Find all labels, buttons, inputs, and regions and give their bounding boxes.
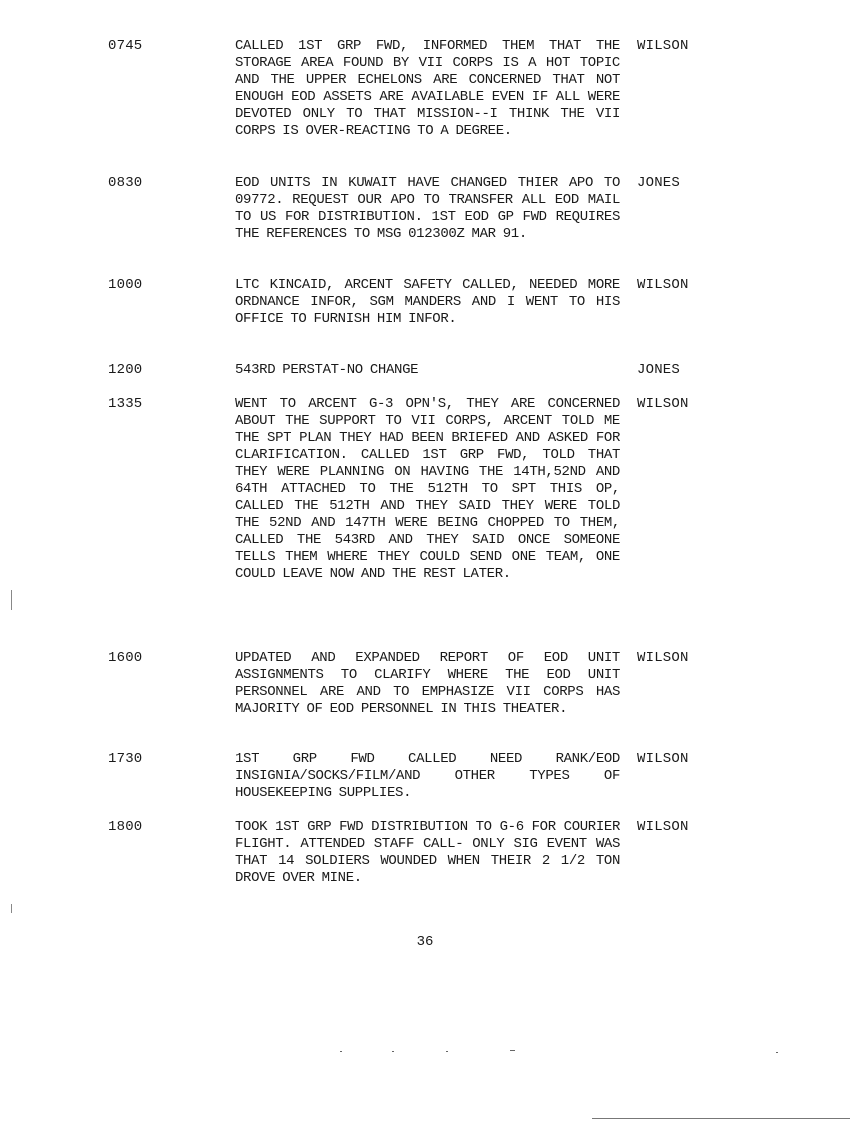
entry-time: 1800 <box>108 819 143 835</box>
entry-name: JONES <box>637 362 681 378</box>
entry-name: WILSON <box>637 819 689 835</box>
entry-name: JONES <box>637 175 681 191</box>
scan-artifact <box>510 1050 515 1051</box>
entry-text: 1ST GRP FWD CALLED NEED RANK/EOD INSIGNIA/SOCKS/FILM/AND OTHER TYPES OF HOUSEKEEPING SUPPLIES. <box>235 751 620 801</box>
entry-name: WILSON <box>637 751 689 767</box>
scan-artifact <box>392 1051 394 1052</box>
entry-time: 1200 <box>108 362 143 378</box>
entry-time: 1600 <box>108 650 143 666</box>
entry-text: CALLED 1ST GRP FWD, INFORMED THEM THAT THE STORAGE AREA FOUND BY VII CORPS IS A HOT TOPIC AND THE UPPER ECHELONS ARE CONCERNED THAT NOT ENOUGH EOD ASSETS ARE AVAILABLE EVEN IF ALL WERE DEVOTED ONLY TO THAT MISSION--I THINK THE VII CORPS IS OVER-REACTING TO A DEGREE. <box>235 38 620 139</box>
scan-artifact <box>592 1118 850 1119</box>
scan-artifact <box>11 590 12 610</box>
entry-name: WILSON <box>637 38 689 54</box>
scan-artifact <box>11 904 12 913</box>
entry-name: WILSON <box>637 650 689 666</box>
entry-time: 1000 <box>108 277 143 293</box>
entry-text: EOD UNITS IN KUWAIT HAVE CHANGED THIER APO TO 09772. REQUEST OUR APO TO TRANSFER ALL EOD MAIL TO US FOR DISTRIBUTION. 1ST EOD GP FWD REQUIRES THE REFERENCES TO MSG 012300Z MAR 91. <box>235 175 620 242</box>
entry-time: 0830 <box>108 175 143 191</box>
entry-time: 0745 <box>108 38 143 54</box>
page-number: 36 <box>416 934 434 950</box>
entry-name: WILSON <box>637 396 689 412</box>
entry-text: WENT TO ARCENT G-3 OPN'S, THEY ARE CONCERNED ABOUT THE SUPPORT TO VII CORPS, ARCENT TOLD ME THE SPT PLAN THEY HAD BEEN BRIEFED AND ASKED FOR CLARIFICATION. CALLED 1ST GRP FWD, TOLD THAT THEY WERE PLANNING ON HAVING THE 14TH,52ND AND 64TH ATTACHED TO THE 512TH TO SPT THIS OP, CALLED THE 512TH AND THEY SAID THEY WERE TOLD THE 52ND AND 147TH WERE BEING CHOPPED TO THEM, CALLED THE 543RD AND THEY SAID ONCE SOMEONE TELLS THEM WHERE THEY COULD SEND ONE TEAM, ONE COULD LEAVE NOW AND THE REST LATER. <box>235 396 620 582</box>
entry-text: 543RD PERSTAT-NO CHANGE <box>235 362 419 378</box>
scan-artifact <box>446 1051 448 1052</box>
entry-time: 1335 <box>108 396 143 412</box>
scan-artifact <box>776 1052 778 1053</box>
entry-text: UPDATED AND EXPANDED REPORT OF EOD UNIT ASSIGNMENTS TO CLARIFY WHERE THE EOD UNIT PERSONNEL ARE AND TO EMPHASIZE VII CORPS HAS MAJORITY OF EOD PERSONNEL IN THIS THEATER. <box>235 650 620 717</box>
entry-text: LTC KINCAID, ARCENT SAFETY CALLED, NEEDED MORE ORDNANCE INFOR, SGM MANDERS AND I WENT TO HIS OFFICE TO FURNISH HIM INFOR. <box>235 277 620 327</box>
entry-time: 1730 <box>108 751 143 767</box>
entry-name: WILSON <box>637 277 689 293</box>
scan-artifact <box>340 1051 342 1052</box>
entry-text: TOOK 1ST GRP FWD DISTRIBUTION TO G-6 FOR COURIER FLIGHT. ATTENDED STAFF CALL- ONLY SIG EVENT WAS THAT 14 SOLDIERS WOUNDED WHEN THEIR 2 1/2 TON DROVE OVER MINE. <box>235 819 620 886</box>
